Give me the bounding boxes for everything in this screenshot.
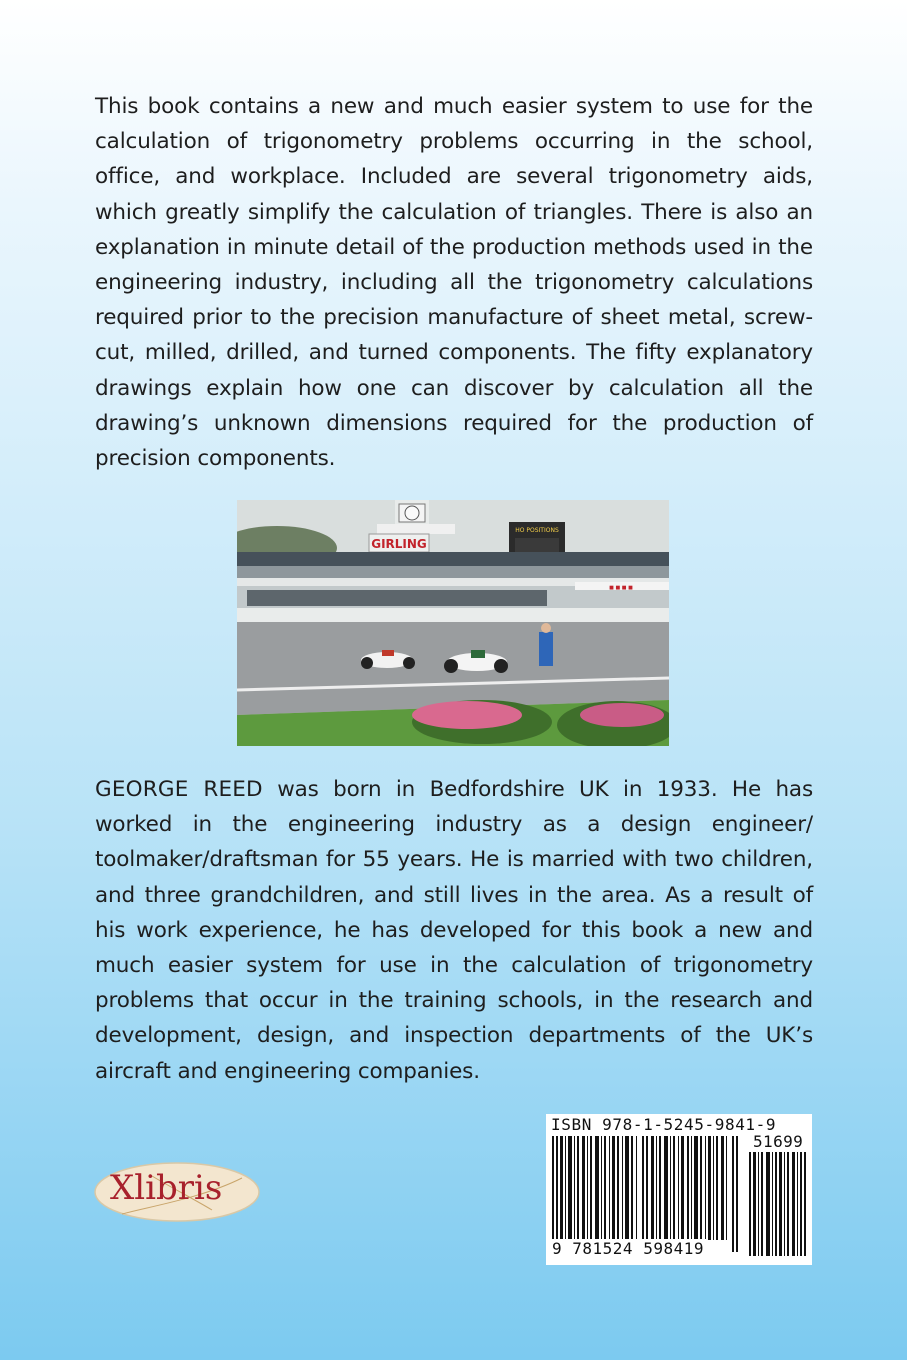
isbn-barcode: [546, 1114, 812, 1265]
xlibris-logo: [92, 1158, 262, 1226]
book-description: This book contains a new and much easier system to use for the calculation of trigonometry problems occurring in the school, office, and workplace. Included are several trigonometry aids, which greatly simplify the calculation of triangles. There is also an explanation in minute detail of the production methods used in the engineering industry, including all the trigonometry calculations required prior to the precision manufacture of sheet metal, screw-cut, milled, drilled, and turned components. The fifty explanatory drawings explain how one can discover by calculation all the drawing’s unknown dimensions required for the production of precision components.: [95, 94, 813, 472]
race-track-photo: [237, 500, 669, 746]
addon-barcode-bars: [748, 1152, 806, 1256]
price-code: 51699: [753, 1132, 804, 1151]
publisher-name: Xlibris: [110, 1168, 223, 1208]
positions-board-text: HO POSITIONS: [515, 527, 559, 534]
author-bio-text: was born in Bedfordshire UK in 1933. He has worked in the engineering industry as a design engineer/ toolmaker/draftsman for 55 years. He is married with two children, and three grandchildren, and still lives in the area. As a result of his work experience, he has developed for this book a new and much easier system for use in the calculation of trigonometry problems that occur in the training schools, in the research and development, design, and inspection departments of the UK’s aircraft and engineering companies.: [95, 777, 813, 1084]
isbn-label: ISBN 978-1-5245-9841-9: [551, 1115, 777, 1134]
ean-barcode-bars: [550, 1136, 742, 1252]
author-name: GEORGE REED: [95, 777, 263, 802]
svg-text:■ ■ ■ ■: ■ ■ ■ ■: [609, 585, 633, 591]
girling-banner-text: GIRLING: [371, 537, 427, 551]
ean-digits: 9 781524 598419: [552, 1239, 704, 1258]
author-bio: [95, 772, 813, 1089]
